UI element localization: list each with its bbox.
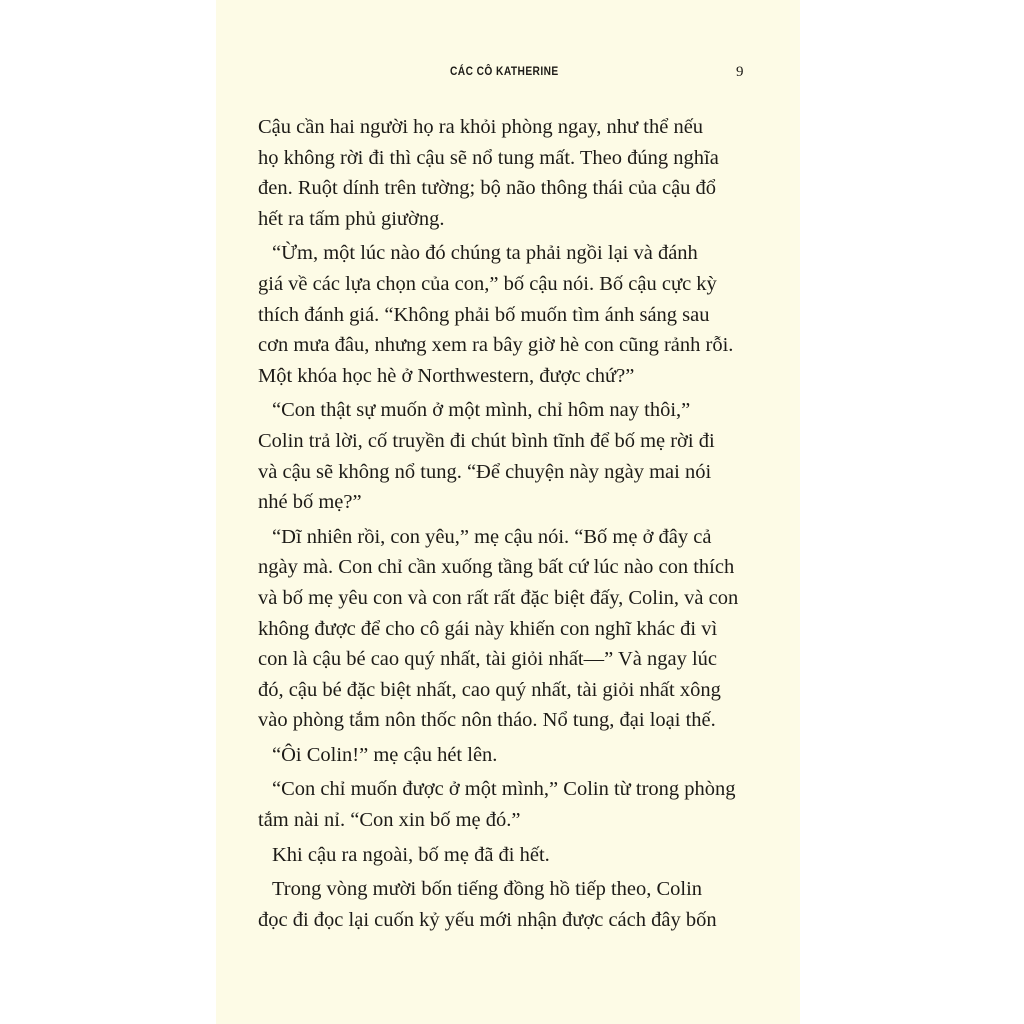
paragraph — [258, 395, 770, 517]
text-line: cơn mưa đâu, nhưng xem ra bây giờ hè con cũng rảnh rỗi. — [258, 334, 734, 357]
paragraph — [258, 112, 770, 234]
paragraph — [258, 740, 770, 771]
text-line: vào phòng tắm nôn thốc nôn tháo. Nổ tung, đại loại thế. — [258, 709, 716, 732]
paragraph — [258, 840, 770, 871]
text-line: ngày mà. Con chỉ cần xuống tầng bất cứ lúc nào con thích — [258, 556, 735, 579]
text-line: “Ừm, một lúc nào đó chúng ta phải ngồi lại và đánh — [272, 242, 698, 265]
text-line: Trong vòng mười bốn tiếng đồng hồ tiếp theo, Colin — [272, 878, 703, 901]
text-line: đọc đi đọc lại cuốn kỷ yếu mới nhận được cách đây bốn — [258, 908, 717, 931]
text-line: và bố mẹ yêu con và con rất rất đặc biệt đấy, Colin, và con — [258, 586, 739, 609]
paragraph — [258, 874, 770, 935]
text-line: tắm nài nỉ. “Con xin bố mẹ đó.” — [258, 809, 521, 832]
text-line: và cậu sẽ không nổ tung. “Để chuyện này ngày mai nói — [258, 460, 712, 483]
text-line: “Con thật sự muốn ở một mình, chỉ hôm nay thôi,” — [272, 399, 691, 422]
text-line: “Con chỉ muốn được ở một mình,” Colin từ trong phòng — [272, 778, 736, 801]
body-text — [258, 112, 770, 939]
text-line: con là cậu bé cao quý nhất, tài giỏi nhất—” Và ngay lúc — [258, 648, 718, 671]
text-line: họ không rời đi thì cậu sẽ nổ tung mất. Theo đúng nghĩa — [258, 146, 719, 169]
text-line: nhé bố mẹ?” — [258, 491, 362, 514]
text-line: không được để cho cô gái này khiến con nghĩ khác đi vì — [258, 617, 718, 640]
paragraph — [258, 522, 770, 736]
text-line: “Dĩ nhiên rồi, con yêu,” mẹ cậu nói. “Bố mẹ ở đây cả — [272, 525, 712, 548]
text-line: “Ôi Colin!” mẹ cậu hét lên. — [272, 743, 498, 766]
text-line: giá về các lựa chọn của con,” bố cậu nói. Bố cậu cực kỳ — [258, 272, 717, 295]
text-line: đó, cậu bé đặc biệt nhất, cao quý nhất, tài giỏi nhất xông — [258, 678, 721, 701]
text-line: Khi cậu ra ngoài, bố mẹ đã đi hết. — [272, 843, 550, 866]
text-line: đen. Ruột dính trên tường; bộ não thông thái của cậu đổ — [258, 177, 717, 200]
text-line: Colin trả lời, cố truyền đi chút bình tĩnh để bố mẹ rời đi — [258, 429, 715, 452]
text-line: Cậu cần hai người họ ra khỏi phòng ngay, như thể nếu — [258, 116, 704, 138]
book-page — [216, 0, 800, 1024]
paragraph — [258, 774, 770, 835]
running-head: CÁC CÔ KATHERINE — [450, 64, 559, 78]
paragraph — [258, 238, 770, 391]
text-line: thích đánh giá. “Không phải bố muốn tìm ánh sáng sau — [258, 303, 710, 326]
text-line: Một khóa học hè ở Northwestern, được chứ?” — [258, 364, 635, 387]
text-line: hết ra tấm phủ giường. — [258, 207, 445, 230]
page-number: 9 — [736, 64, 744, 80]
